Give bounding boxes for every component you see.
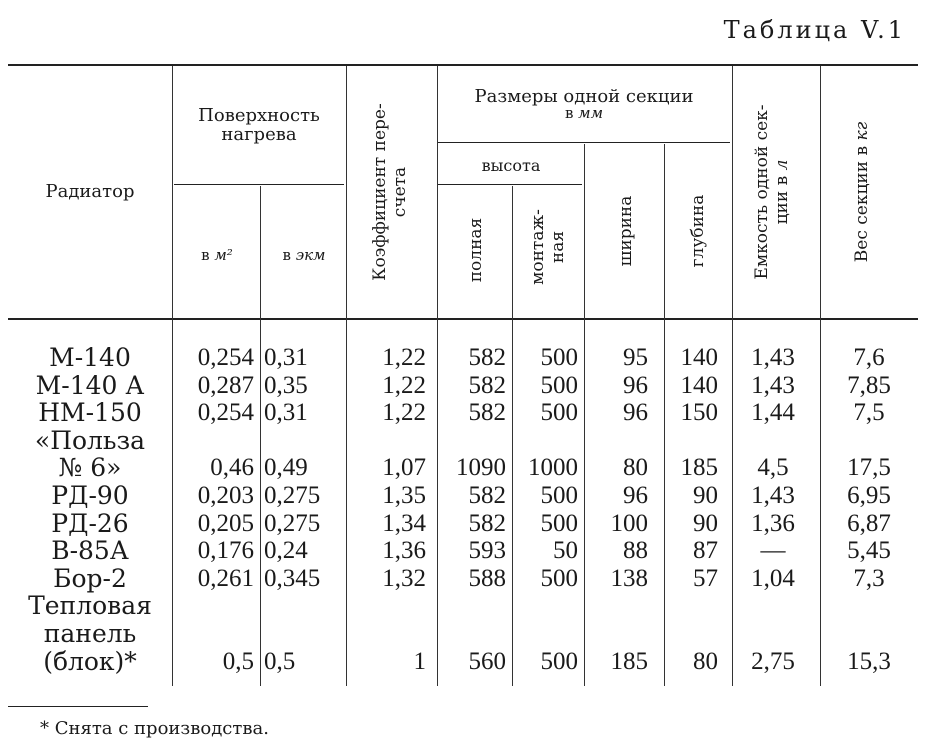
header-full: полная [466, 217, 486, 283]
cell-s-ekm: 0,49 [264, 454, 308, 482]
cell-weight: 7,3 [853, 564, 885, 592]
cell-s-ekm: 0,31 [264, 399, 308, 427]
cell-coef: 1,22 [382, 371, 426, 399]
radiator-name: М-140 [49, 343, 131, 372]
cell-s-m2: 0,205 [197, 509, 254, 537]
header-coef-line2: счета [390, 166, 410, 218]
cell-depth: 87 [693, 537, 718, 565]
cell-width: 95 [623, 344, 648, 371]
cell-s-ekm: 0,275 [264, 482, 321, 509]
cell-cap: 1,44 [751, 399, 795, 427]
cell-s-m2: 0,203 [197, 482, 254, 509]
cell-s-m2: 0,176 [197, 537, 254, 565]
cell-s-ekm: 0,35 [264, 371, 308, 399]
header-height: высота [481, 156, 541, 175]
header-surface-line2: нагрева [221, 124, 297, 145]
cell-mount: 500 [540, 564, 578, 592]
header-surface-m2-unit: м² [214, 246, 233, 264]
cell-full: 582 [468, 399, 506, 427]
cell-coef: 1 [413, 647, 426, 675]
cell-s-ekm: 0,345 [264, 564, 321, 592]
cell-coef: 1,22 [382, 399, 426, 427]
header-dims-unit: мм [578, 104, 604, 122]
cell-s-m2: 0,254 [197, 344, 254, 371]
header-width: ширина [616, 195, 636, 267]
table-title: Таблица V.1 [723, 16, 906, 44]
cell-coef: 1,36 [382, 537, 426, 565]
cell-weight: 15,3 [847, 647, 891, 675]
footnote: * Снята с производства. [40, 718, 269, 739]
cell-full: 1090 [456, 454, 506, 482]
header-coef [370, 78, 410, 306]
cell-width: 96 [623, 482, 648, 509]
table-row [0, 644, 926, 680]
cell-mount: 50 [553, 537, 578, 565]
cell-width: 185 [610, 647, 648, 675]
cell-depth: 150 [680, 399, 718, 427]
radiator-name: РД-26 [51, 508, 129, 538]
cell-full: 582 [468, 344, 506, 371]
cell-weight: 7,5 [853, 399, 885, 427]
cell-full: 582 [468, 509, 506, 537]
cell-cap: 1,04 [751, 564, 795, 592]
cell-mount: 500 [540, 371, 578, 399]
header-cap-prefix: ции в [772, 170, 792, 225]
cell-s-m2: 0,287 [197, 371, 254, 399]
cell-width: 96 [623, 371, 648, 399]
cell-cap: 1,43 [751, 482, 795, 509]
header-weight [852, 78, 872, 306]
cell-full: 588 [468, 564, 506, 592]
radiator-name: Бор-2 [53, 563, 127, 593]
cell-depth: 90 [693, 482, 718, 509]
radiator-name: (блок)* [43, 646, 137, 676]
header-surface [174, 106, 344, 144]
table-top-rule [8, 64, 918, 66]
cell-mount: 500 [540, 482, 578, 509]
cell-s-m2: 0,254 [197, 399, 254, 427]
header-mount [528, 188, 568, 306]
header-dims-line1: Размеры одной секции [474, 86, 694, 107]
cell-weight: 6,87 [847, 509, 891, 537]
cell-width: 138 [610, 564, 648, 592]
cell-width: 96 [623, 399, 648, 427]
radiator-name: панель [43, 619, 137, 648]
cell-width: 88 [623, 537, 648, 565]
cell-mount: 1000 [528, 454, 578, 482]
cell-depth: 140 [680, 344, 718, 371]
cell-full: 582 [468, 371, 506, 399]
cell-depth: 140 [680, 371, 718, 399]
cell-weight: 5,45 [847, 537, 891, 565]
header-radiator: Радиатор [45, 181, 135, 202]
cell-cap: — [760, 537, 786, 565]
header-surface-line1: Поверхность [198, 105, 320, 126]
header-mount-line1: монтаж- [528, 209, 548, 285]
radiator-name: № 6» [58, 453, 122, 483]
height-header-rule [438, 184, 582, 185]
cell-weight: 6,95 [847, 482, 891, 509]
cell-s-ekm: 0,275 [264, 509, 321, 537]
cell-coef: 1,34 [382, 509, 426, 537]
cell-coef: 1,22 [382, 344, 426, 371]
cell-s-m2: 0,46 [210, 454, 254, 482]
header-surface-m2 [174, 246, 260, 265]
cell-width: 100 [610, 509, 648, 537]
cell-mount: 500 [540, 344, 578, 371]
header-coef-line1: Коэффициент пере- [370, 103, 390, 281]
header-weight-prefix: Вес секции в [852, 140, 872, 263]
cell-weight: 7,85 [847, 371, 891, 399]
radiator-name: «Польза [34, 425, 146, 455]
cell-coef: 1,07 [382, 454, 426, 482]
header-surface-m2-prefix: в [201, 246, 215, 264]
cell-coef: 1,35 [382, 482, 426, 509]
radiator-name: Тепловая [28, 591, 152, 621]
cell-depth: 185 [680, 454, 718, 482]
cell-s-ekm: 0,5 [264, 647, 296, 675]
cell-mount: 500 [540, 509, 578, 537]
dims-header-rule [438, 142, 730, 143]
header-weight-unit: кг [852, 121, 872, 141]
radiator-name: В-85А [51, 536, 129, 566]
cell-full: 593 [468, 537, 506, 565]
cell-cap: 2,75 [751, 647, 795, 675]
header-capacity [752, 78, 792, 306]
header-surface-ekm [262, 246, 346, 265]
radiator-name: НМ-150 [38, 398, 142, 428]
surface-header-rule [174, 184, 344, 185]
cell-depth: 80 [693, 647, 718, 675]
cell-width: 80 [623, 454, 648, 482]
cell-s-m2: 0,5 [222, 647, 254, 675]
header-dims-prefix: в [564, 104, 579, 122]
header-cap-unit: л [772, 159, 792, 171]
cell-s-ekm: 0,24 [264, 537, 308, 565]
radiator-name: М-140 А [35, 370, 145, 400]
cell-cap: 1,43 [751, 344, 795, 371]
header-bottom-rule [8, 318, 918, 320]
cell-depth: 57 [693, 564, 718, 592]
footnote-rule [8, 706, 148, 707]
cell-weight: 17,5 [847, 454, 891, 482]
radiator-name: РД-90 [51, 481, 129, 510]
cell-full: 560 [468, 647, 506, 675]
header-dims [438, 88, 730, 122]
header-depth: глубина [688, 194, 708, 268]
cell-s-m2: 0,261 [197, 564, 254, 592]
cell-mount: 500 [540, 647, 578, 675]
cell-full: 582 [468, 482, 506, 509]
cell-weight: 7,6 [853, 344, 885, 371]
cell-cap: 1,36 [751, 509, 795, 537]
cell-depth: 90 [693, 509, 718, 537]
cell-cap: 4,5 [757, 454, 789, 482]
header-cap-line1: Емкость одной сек- [752, 104, 772, 280]
cell-cap: 1,43 [751, 371, 795, 399]
cell-s-ekm: 0,31 [264, 344, 308, 371]
header-mount-line2: ная [548, 230, 568, 264]
cell-mount: 500 [540, 399, 578, 427]
header-surface-ekm-prefix: в [282, 246, 296, 264]
header-surface-ekm-unit: экм [295, 246, 326, 264]
cell-coef: 1,32 [382, 564, 426, 592]
